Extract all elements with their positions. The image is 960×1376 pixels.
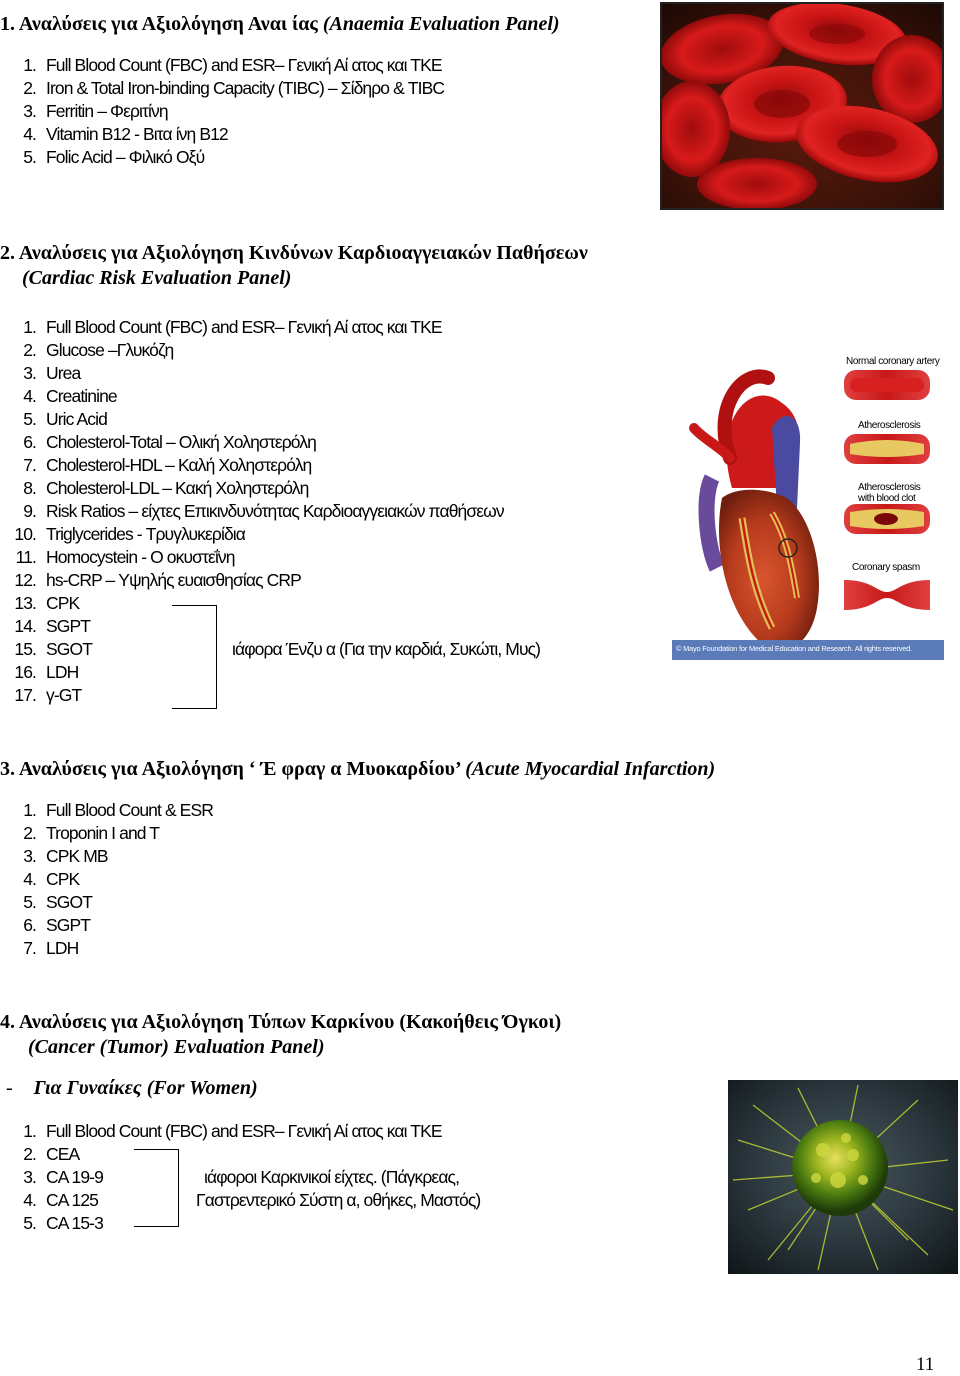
tumor-marker-note-2: Γαστρεντερικό Σύστη α, οθήκες, Μαστός) <box>196 1190 481 1210</box>
section-3-heading <box>0 757 715 781</box>
label-athero-clot-1: Atherosclerosis <box>858 482 921 493</box>
label-atherosclerosis: Atherosclerosis <box>858 420 921 431</box>
section-title-en: (Acute Myocardial Infarction) <box>465 758 716 780</box>
tumor-marker-bracket <box>134 1149 179 1227</box>
tumor-marker-note-1: ιάφοροι Καρκινικοί είχτες. (Πάγκρεας, <box>204 1167 460 1187</box>
red-blood-cells-image <box>660 2 944 210</box>
section-4-heading-en: (Cancer (Tumor) Evaluation Panel) <box>28 1036 325 1058</box>
women-subheading: - Για Γυναίκες (For Women) <box>6 1077 258 1099</box>
section-1-heading <box>0 12 560 36</box>
section-number: 2. <box>0 242 15 264</box>
enzyme-bracket <box>172 605 217 709</box>
section-title: Αναλύσεις για Αξιολόγηση Αναι ίας <box>18 13 318 35</box>
page-number: 11 <box>916 1354 935 1375</box>
section-title: Αναλύσεις για Αξιολόγηση Τύπων Καρκίνου (Κακοήθεις Όγκοι) <box>18 1011 562 1033</box>
label-athero-clot-2: with blood clot <box>858 493 916 504</box>
cancer-cell-image <box>728 1080 958 1274</box>
section-number: 4. <box>0 1011 15 1033</box>
section-title-en: (Anaemia Evaluation Panel) <box>322 13 560 35</box>
section-2-heading-en: (Cardiac Risk Evaluation Panel) <box>22 267 292 289</box>
section-number: 1. <box>0 13 15 35</box>
label-normal-artery: Normal coronary artery <box>846 356 940 367</box>
section-2-heading <box>0 241 588 265</box>
heart-coronary-illustration <box>672 348 944 662</box>
section-title: Αναλύσεις για Αξιολόγηση ‘ Έ φραγ α Μυοκαρδίου’ <box>18 758 461 780</box>
section-title: Αναλύσεις για Αξιολόγηση Κινδύνων Καρδιοαγγειακών Παθήσεων <box>18 242 588 264</box>
section-4-heading <box>0 1010 561 1034</box>
enzyme-note: ιάφορα Ένζυ α (Για την καρδιά, Συκώτι, Μυς) <box>232 639 541 659</box>
image-credit: © Mayo Foundation for Medical Education and Research. All rights reserved. <box>676 644 912 653</box>
section-number: 3. <box>0 758 15 780</box>
label-coronary-spasm: Coronary spasm <box>852 562 920 573</box>
